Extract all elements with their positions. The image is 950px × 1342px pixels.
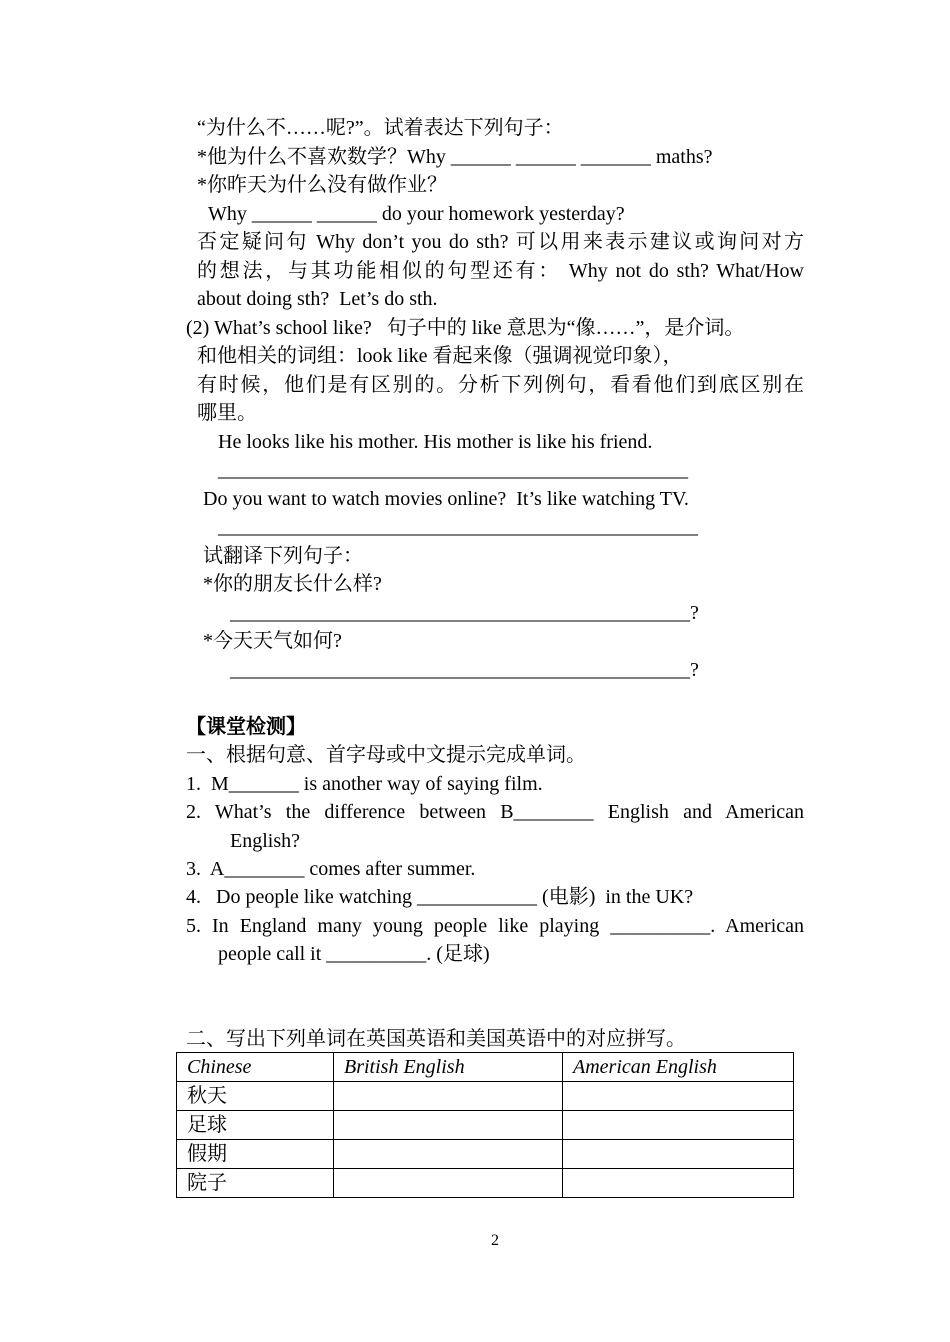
question-5: 5. In England many young people like playing __________. American	[186, 915, 804, 937]
answer-line: ______________________________________________?	[230, 602, 699, 624]
question-1: 1. M_______ is another way of saying film.	[186, 773, 543, 795]
chinese-word: 院子	[177, 1169, 334, 1198]
exercise-line: *今天天气如何?	[203, 630, 342, 652]
table-row	[177, 1111, 794, 1140]
example-sentence: Do you want to watch movies online? It’s like watching TV.	[203, 488, 689, 510]
question-2: 2. What’s the difference between B________ English and American	[186, 801, 804, 823]
spelling-table	[176, 1052, 794, 1198]
text-line: 试翻译下列句子：	[203, 545, 363, 567]
exercise-line: *你昨天为什么没有做作业？	[197, 174, 447, 196]
chinese-word: 秋天	[177, 1082, 334, 1111]
answer-line: ________________________________________________	[218, 516, 698, 538]
chinese-word: 假期	[177, 1140, 334, 1169]
exercise-line: Why ______ ______ do your homework yesterday?	[208, 203, 625, 225]
british-answer-cell[interactable]	[334, 1082, 563, 1111]
text-line: 的想法，与其功能相似的句型还有： Why not do sth? What/How	[197, 260, 804, 282]
american-answer-cell[interactable]	[563, 1140, 794, 1169]
american-answer-cell[interactable]	[563, 1111, 794, 1140]
part-title: 一、根据句意、首字母或中文提示完成单词。	[186, 744, 586, 766]
text-line: 有时候，他们是有区别的。分析下列例句，看看他们到底区别在	[197, 374, 804, 396]
british-answer-cell[interactable]	[334, 1169, 563, 1198]
table-row	[177, 1169, 794, 1198]
example-sentence: He looks like his mother. His mother is like his friend.	[218, 431, 653, 453]
question-2-cont: English?	[230, 830, 300, 852]
exercise-line: *你的朋友长什么样?	[203, 573, 382, 595]
text-line: 和他相关的词组：look like 看起来像（强调视觉印象），	[197, 345, 683, 367]
chinese-word: 足球	[177, 1111, 334, 1140]
section-heading: 【课堂检测】	[186, 716, 306, 738]
question-5-cont: people call it __________. (足球)	[218, 943, 490, 965]
part-title: 二、写出下列单词在英国英语和美国英语中的对应拼写。	[186, 1028, 686, 1050]
text-line: “为什么不……呢?”。试着表达下列句子：	[197, 117, 564, 139]
answer-line: _______________________________________________	[218, 459, 688, 481]
page-number: 2	[491, 1232, 499, 1249]
exercise-line: *他为什么不喜欢数学？Why ______ ______ _______ maths?	[197, 146, 713, 168]
column-header: Chinese	[177, 1053, 334, 1082]
column-header: American English	[563, 1053, 794, 1082]
text-line: about doing sth? Let’s do sth.	[197, 288, 438, 310]
column-header: British English	[334, 1053, 563, 1082]
american-answer-cell[interactable]	[563, 1082, 794, 1111]
british-answer-cell[interactable]	[334, 1111, 563, 1140]
british-answer-cell[interactable]	[334, 1140, 563, 1169]
answer-line: ______________________________________________?	[230, 659, 699, 681]
table-row	[177, 1082, 794, 1111]
table-row	[177, 1140, 794, 1169]
american-answer-cell[interactable]	[563, 1169, 794, 1198]
question-3: 3. A________ comes after summer.	[186, 858, 476, 880]
table-header-row	[177, 1053, 794, 1082]
text-line: (2) What’s school like? 句子中的 like 意思为“像……”，是介词。	[186, 317, 745, 339]
text-line: 否定疑问句 Why don’t you do sth? 可以用来表示建议或询问对方	[197, 231, 804, 253]
question-4: 4. Do people like watching ____________ (电影) in the UK?	[186, 886, 694, 908]
text-line: 哪里。	[197, 402, 257, 424]
